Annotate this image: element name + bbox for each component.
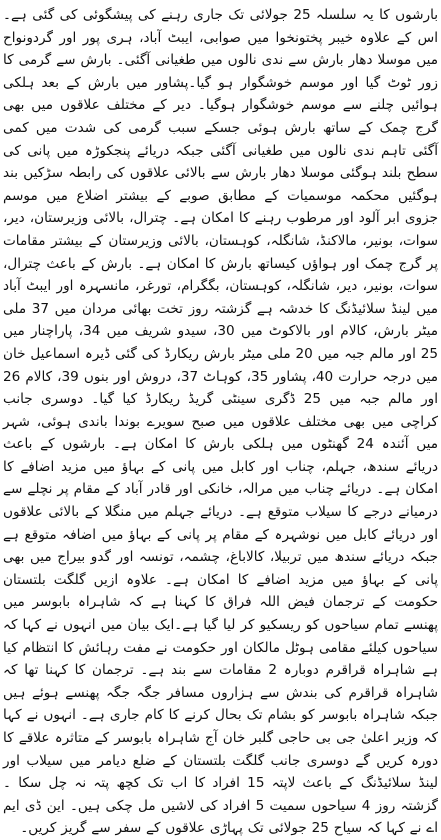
article-body-text: بارشوں کا یہ سلسلہ 25 جولائی تک جاری رہنے کی پیشگوئی کی گئی ہے۔اس کے علاوہ خیبر پختونخوا میں صوابی، ایبٹ آباد، ہری پور اور گردونواح میں موسلا دھار بارش سے ندی نالوں میں طغیانی آگئی۔ بارش سے گرمی کا زور ٹوٹ گیا اور موسم خوشگوار ہو گیا۔پشاور میں بارش کے بعد ہلکی ہوائیں چلنے سے موسم خوشگوار ہوگیا۔ دیر کے مختلف علاقوں میں بھی گرج چمک کے ساتھ بارش ہوئی جسکے سبب گرمی کی شدت میں کمی آگئی تاہم ندی نالوں میں طغیانی آگئی جبکہ دریائے پنجکوڑہ میں پانی کی سطح بلند ہوگئی موسلا دھار بارش سے بالائی علاقوں کی رابطہ سڑکیں بند ہوگئیں محکمہ موسمیات کے مطابق صوبے کے بیشتر اضلاع میں موسم جزوی ابر آلود اور مرطوب رہنے کا امکان ہے۔ چترال، بالائی وزیرستان، دیر، سوات، بونیر، مالاکنڈ، شانگلہ، کوہستان، بالائی وزیرستان کے بیشتر مقامات پر گرج چمک اور ہواؤں کیساتھ بارش کا امکان ہے۔ بارش کے باعث چترال، سوات، بونیر، دیر، شانگلہ، کوہستان، بگگرام، تورغر، مانسہرہ اور ایبٹ آباد میں لینڈ سلائیڈنگ کا خدشہ ہے گزشتہ روز تخت بھائی مردان میں 37 ملی میٹر بارش، کالام اور بالاکوٹ میں 30، سیدو شریف میں 34، پاراچنار میں 25 اور مالم جبہ میں 20 ملی میٹر بارش ریکارڈ کی گئی ڈیرہ اسماعیل خان میں درجہ حرارت 40، پشاور 35، کوہاٹ 37، دروش اور بنوں 39، کالام 26 اور مالم جبہ میں 25 ڈگری سینٹی گریڈ ریکارڈ کیا گیا۔ دوسری جانب کراچی میں بھی مختلف علاقوں میں صبح سویرے بوندا باندی ہوئی، شہر میں آئندہ 24 گھنٹوں میں ہلکی بارش کا امکان ہے۔ بارشوں کے باعث دریائے سندھ، جہلم، چناب اور کابل میں پانی کے بہاؤ میں مزید اضافے کا امکان ہے۔ دریائے چناب میں مرالہ، خانکی اور قادر آباد کے مقام پر نچلے سے درمیانے درجے کا سیلاب متوقع ہے۔ دریائے جہلم میں منگلا کے بالائی علاقوں اور دریائے کابل میں نوشہرہ کے مقام پر پانی کے بہاؤ میں اضافہ متوقع ہے جبکہ دریائے سندھ میں تربیلا، کالاباغ، چشمہ، تونسہ اور گدو بیراج میں بھی پانی کے بہاؤ میں مزید اضافے کا امکان ہے۔ علاوہ ازیں گلگت بلتستان حکومت کے ترجمان فیض اللہ فراق کا کہنا ہے کہ شاہراہ بابوسر میں پھنسے تمام سیاحوں کو ریسکیو کر لیا گیا ہے۔ایک بیان میں انہوں نے کہا کہ سیاحوں کیلئے مقامی ہوٹل مالکان اور حکومت نے مفت رہائش کا انتظام کیا ہے شاہراہ قراقرم دوبارہ 2 مقامات سے بند ہے۔ ترجمان کا کہنا تھا کہ شاہراہ قراقرم کی بندش سے ہزاروں مسافر جگہ جگہ پھنسے ہوئے ہیں جبکہ شاہراہ بابوسر کو بشام تک بحال کرنے کا کام جاری ہے۔ انہوں نے کہا کہ وزیر اعلیٰ جی بی حاجی گلبر خان آج شاہراہ بابوسر کے متاثرہ علاقے کا دورہ کریں گے دوسری جانب گلگت بلتستان کے ضلع دیامر میں سیلاب اور لینڈ سلائیڈنگ کے باعث لاپتہ 15 افراد کا اب تک کچھ پتہ نہ چل سکا ۔ گزشتہ روز 4 سیاحوں سمیت 5 افراد کی لاشیں مل چکی ہیں۔ این ڈی ایم اے نے کہا کہ سیاح 25 جولائی تک پہاڑی علاقوں کے سفر سے گریز کریں۔ bbox=[3, 7, 439, 837]
